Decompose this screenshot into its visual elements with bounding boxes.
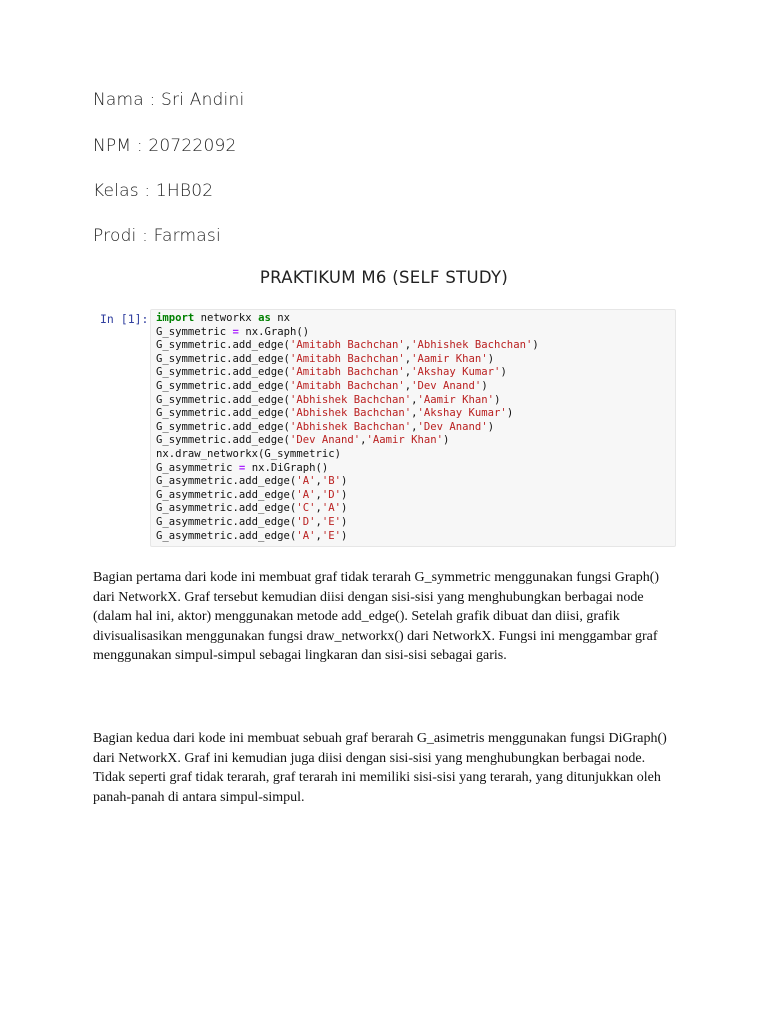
code-string: 'Dev Anand' <box>417 420 488 433</box>
code-token: , <box>404 352 412 365</box>
code-token: ) <box>487 420 495 433</box>
code-string: 'A' <box>321 502 341 515</box>
code-string: 'Amitabh Bachchan' <box>289 352 405 365</box>
code-line <box>156 353 675 367</box>
code-line <box>156 516 675 530</box>
code-token: G_asymmetric.add_edge( <box>156 488 297 501</box>
code-line <box>156 421 675 435</box>
code-string: 'Amitabh Bachchan' <box>289 379 405 392</box>
code-token: G_symmetric.add_edge( <box>156 420 290 433</box>
code-line <box>156 475 675 489</box>
code-line <box>156 339 675 353</box>
code-block <box>151 310 675 543</box>
code-string: 'D' <box>321 488 341 501</box>
code-string: 'Aamir Khan' <box>417 393 495 406</box>
code-token: , <box>411 393 418 406</box>
code-string: 'Abhishek Bachchan' <box>289 393 412 406</box>
code-token: G_symmetric.add_edge( <box>156 407 290 420</box>
paragraph-1: Bagian pertama dari kode ini membuat graf tidak terarah G_symmetric menggunakan fungsi Graph() dari NetworkX. Graf tersebut kemudian diisi dengan sisi-sisi yang menghubungkan berbagai node (dalam hal ini, aktor) menggunakan metode add_edge(). Setelah grafik dibuat dan diisi, grafik divisualisasikan menggunakan fungsi draw_networkx() dari NetworkX. Fungsi ini menggambar graf menggunakan simpul-simpul sebagai lingkaran dan sisi-sisi sebagai garis. <box>93 570 660 663</box>
code-string: 'A' <box>296 488 316 501</box>
code-string: 'Akshay Kumar' <box>411 366 501 379</box>
code-token: ) <box>532 339 539 352</box>
code-token: ) <box>481 379 488 392</box>
code-token: , <box>315 475 322 488</box>
code-token: = <box>238 461 246 474</box>
code-line <box>156 366 675 380</box>
code-cell <box>97 309 676 549</box>
code-token: G_symmetric.add_edge( <box>156 352 290 365</box>
cell-prompt: In [1]: <box>100 312 149 326</box>
student-name: Nama : Sri Andini <box>93 90 245 110</box>
code-token: G_symmetric <box>156 325 233 338</box>
code-string: 'D' <box>296 515 316 528</box>
code-token: ) <box>341 515 348 528</box>
code-keyword: import <box>156 312 195 324</box>
code-string: 'Amitabh Bachchan' <box>289 366 405 379</box>
code-string: 'Abhishek Bachchan' <box>289 420 412 433</box>
code-token: , <box>315 529 322 542</box>
code-token: ) <box>500 366 507 379</box>
code-token: G_asymmetric.add_edge( <box>156 502 297 515</box>
code-string: 'Aamir Khan' <box>411 352 488 365</box>
code-line <box>156 462 675 476</box>
code-input-area <box>150 309 676 547</box>
code-line <box>156 434 675 448</box>
code-token: , <box>360 434 367 447</box>
code-line <box>156 530 675 544</box>
code-keyword: as <box>258 312 271 324</box>
code-token: ) <box>494 393 501 406</box>
code-line <box>156 380 675 394</box>
page-title: PRAKTIKUM M6 (SELF STUDY) <box>259 268 509 287</box>
paragraph-2: Bagian kedua dari kode ini membuat sebuah graf berarah G_asimetris menggunakan fungsi DiGraph() dari NetworkX. Graf ini kemudian juga diisi dengan sisi-sisi yang menghubungkan berbagai node. Tidak seperti graf tidak terarah, graf terarah ini memiliki sisi-sisi yang terarah, yang ditunjukkan oleh panah-panah di antara simpul-simpul. <box>93 731 667 805</box>
code-string: 'Amitabh Bachchan' <box>289 339 405 352</box>
code-string: 'Aamir Khan' <box>366 434 444 447</box>
code-token: G_asymmetric.add_edge( <box>156 475 297 488</box>
code-token: ) <box>341 529 348 542</box>
code-token: , <box>404 366 412 379</box>
code-token: ) <box>341 475 348 488</box>
code-token: ) <box>506 407 514 420</box>
code-token: G_symmetric.add_edge( <box>156 366 290 379</box>
code-string: 'Dev Anand' <box>289 434 361 447</box>
code-token: G_symmetric.add_edge( <box>156 393 290 406</box>
code-string: 'E' <box>321 515 341 528</box>
code-line <box>156 489 675 503</box>
code-token: , <box>404 379 412 392</box>
code-string: 'Abhishek Bachchan' <box>411 339 533 352</box>
code-token: nx.draw_networkx(G_symmetric) <box>156 447 341 460</box>
student-program: Prodi : Farmasi <box>93 226 221 246</box>
code-token: networkx <box>194 312 259 324</box>
code-line <box>156 407 675 421</box>
code-token: , <box>411 420 418 433</box>
code-line <box>156 448 675 462</box>
code-line <box>156 502 675 516</box>
code-line <box>156 312 675 326</box>
code-token: G_symmetric.add_edge( <box>156 339 290 352</box>
code-string: 'Abhishek Bachchan' <box>289 407 412 420</box>
code-token: = <box>232 325 239 338</box>
code-line <box>156 394 675 408</box>
student-npm: NPM : 20722092 <box>93 136 237 156</box>
code-token: , <box>315 488 322 501</box>
student-class: Kelas : 1HB02 <box>93 181 214 201</box>
code-line <box>156 326 675 340</box>
code-token: ) <box>341 488 348 501</box>
code-token: G_asymmetric.add_edge( <box>156 515 297 528</box>
code-token: nx.DiGraph() <box>245 461 329 474</box>
code-token: G_symmetric.add_edge( <box>156 379 290 392</box>
code-token: , <box>411 407 418 420</box>
code-token: G_symmetric.add_edge( <box>156 434 290 447</box>
code-token: , <box>315 515 322 528</box>
code-string: 'Akshay Kumar' <box>417 407 507 420</box>
code-token: , <box>404 339 412 352</box>
code-string: 'A' <box>296 475 316 488</box>
code-string: 'B' <box>321 475 341 488</box>
code-string: 'E' <box>321 529 341 542</box>
code-token: , <box>315 502 322 515</box>
code-token: G_asymmetric <box>156 461 239 474</box>
code-string: 'Dev Anand' <box>411 379 482 392</box>
code-token: nx.Graph() <box>238 325 310 338</box>
code-string: 'C' <box>296 502 316 515</box>
code-token: ) <box>443 434 450 447</box>
code-token: nx <box>270 312 290 324</box>
code-string: 'A' <box>296 529 316 542</box>
code-token: ) <box>341 502 348 515</box>
code-token: G_asymmetric.add_edge( <box>156 529 297 542</box>
code-token: ) <box>487 352 495 365</box>
